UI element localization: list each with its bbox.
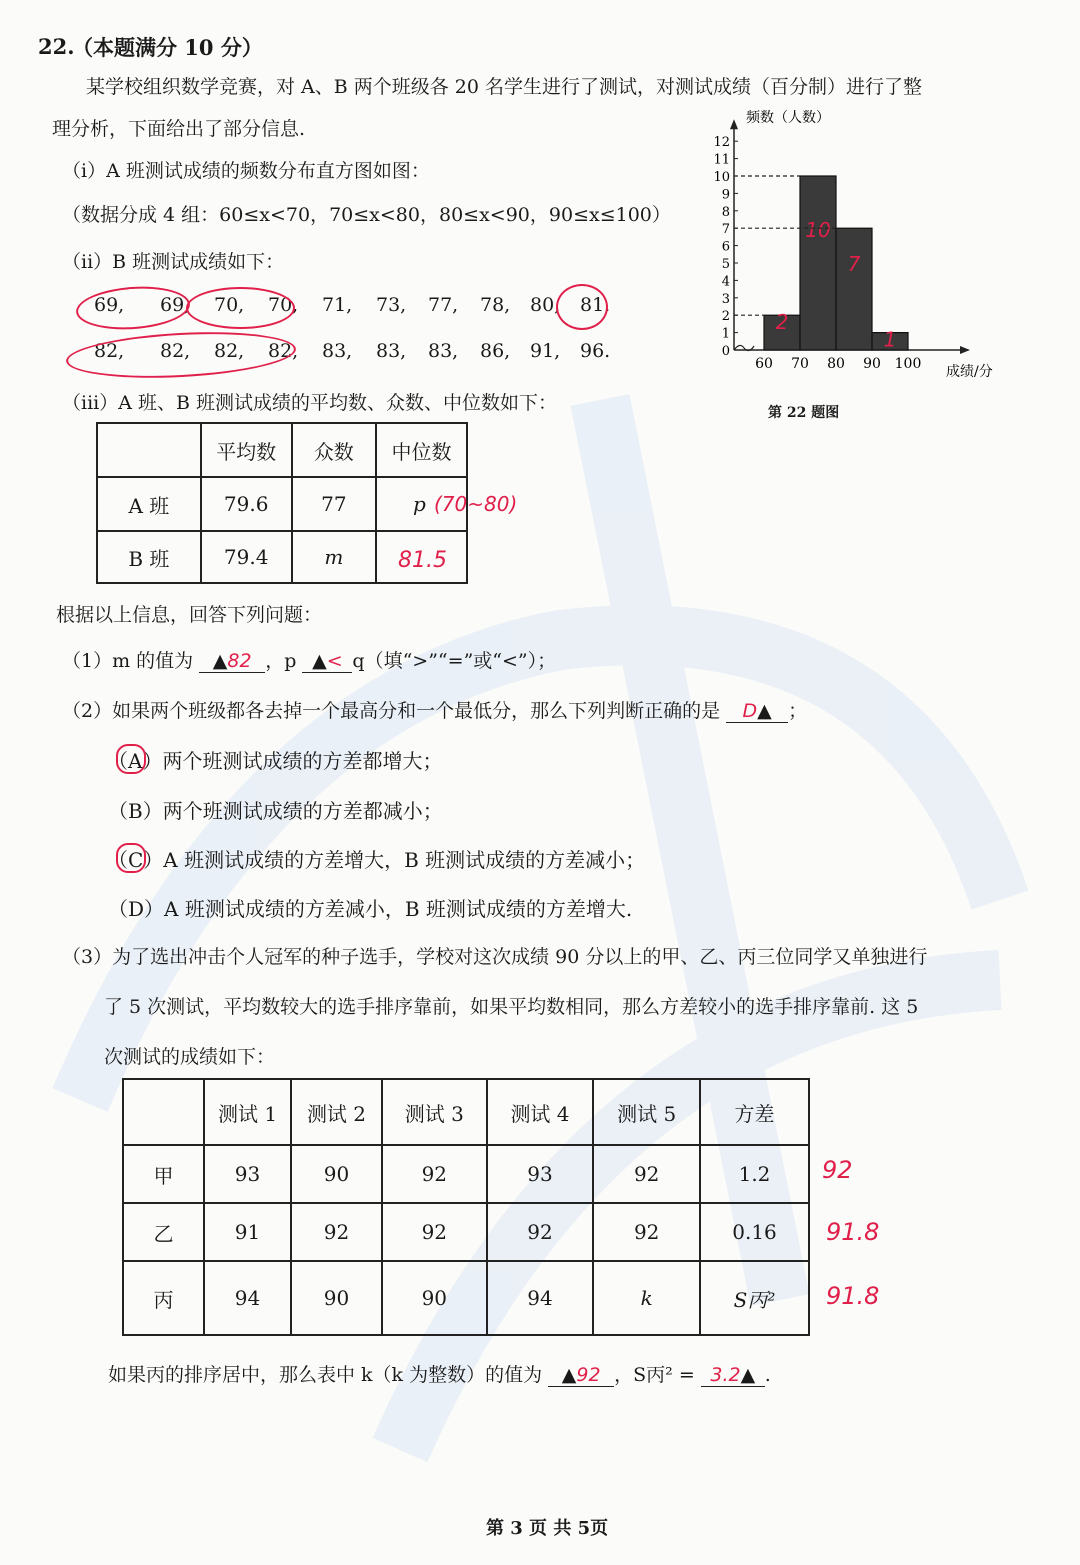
test-cell-k: k: [593, 1261, 700, 1335]
histogram-chart: [690, 100, 1030, 400]
option-b: （B）两个班测试成绩的方差都减小；: [108, 799, 443, 823]
stats-header-mode: 众数: [292, 423, 376, 477]
stats-cell-m: m: [292, 531, 376, 583]
hw-mean-jia: 92: [822, 1156, 853, 1184]
q3-line-3: 次测试的成绩如下：: [104, 1046, 276, 1068]
y-tick-label: 12: [713, 135, 730, 151]
test-cell-s: S丙²: [700, 1261, 809, 1335]
b-score: 73,: [376, 294, 407, 316]
histogram-bar: [800, 176, 836, 350]
test-header-2: 测试 2: [291, 1079, 382, 1145]
test-header-variance: 方差: [700, 1079, 809, 1145]
info-ii: （ii）B 班测试成绩如下：: [62, 251, 285, 273]
stats-cell: 77: [292, 477, 376, 531]
b-score: 82,: [94, 340, 125, 362]
info-iii: （iii）A 班、B 班测试成绩的平均数、众数、中位数如下：: [62, 392, 557, 414]
b-score: 83,: [322, 340, 353, 362]
option-d: （D）A 班测试成绩的方差减小，B 班测试成绩的方差增大.: [108, 897, 633, 921]
test-table: [122, 1078, 810, 1336]
b-score: 77,: [428, 294, 459, 316]
y-axis-arrow: [730, 119, 738, 129]
stats-cell-p: p: [376, 477, 467, 531]
test-cell: 92: [593, 1203, 700, 1261]
y-tick-label: 3: [721, 291, 730, 307]
y-tick-label: 4: [721, 274, 730, 290]
test-cell: 1.2: [700, 1145, 809, 1203]
b-score: 78,: [480, 294, 511, 316]
q3-final: 如果丙的排序居中，那么表中 k（k 为整数）的值为 ▲92 ，S丙² = 3.2▲ .: [108, 1364, 771, 1386]
stats-header-median: 中位数: [376, 423, 467, 477]
hw-circle-82: [65, 327, 297, 383]
test-cell: 94: [487, 1261, 594, 1335]
test-cell: 90: [291, 1261, 382, 1335]
b-score: 71,: [322, 294, 353, 316]
test-header-3: 测试 3: [382, 1079, 487, 1145]
b-score: 82,: [214, 340, 245, 362]
intro-line-1: 某学校组织数学竞赛，对 A、B 两个班级各 20 名学生进行了测试，对测试成绩（百分制）进行了整: [86, 76, 923, 98]
hw-mean-yi: 91.8: [826, 1218, 880, 1246]
hw-b-median: 81.5: [398, 548, 447, 573]
hw-bar-label: 10: [805, 217, 831, 242]
hw-a-median: (70~80): [434, 492, 518, 516]
hw-mean-bing: 91.8: [826, 1282, 880, 1310]
hw-circle-81: [556, 284, 611, 330]
hw-bar-label: 7: [847, 251, 861, 276]
b-score: 82,: [268, 340, 299, 362]
prompt: 根据以上信息，回答下列问题：: [56, 604, 323, 626]
test-cell: 93: [487, 1145, 594, 1203]
hw-mark-a: [116, 744, 146, 774]
x-tick-label: 100: [894, 356, 922, 372]
q1: （1）m 的值为 ▲82 ，p ▲< q（填“>”“=”或“<”）；: [62, 650, 557, 672]
b-score: 82,: [160, 340, 191, 362]
b-score: 83,: [428, 340, 459, 362]
b-score: 69,: [94, 294, 125, 316]
stats-cell: B 班: [97, 531, 201, 583]
histogram-caption: 第 22 题图: [768, 405, 840, 421]
test-cell: 丙: [123, 1261, 204, 1335]
y-tick-label: 7: [721, 222, 730, 238]
q1-blank-cmp: ▲<: [302, 650, 352, 673]
stats-cell: 79.6: [201, 477, 292, 531]
hw-bar-label: 1: [883, 327, 897, 352]
info-i-groups: （数据分成 4 组：60≤x<70，70≤x<80，80≤x<90，90≤x≤100）: [62, 204, 671, 226]
b-score: 70,: [268, 294, 299, 316]
hw-bar-label: 2: [775, 310, 789, 335]
stats-cell: 79.4: [201, 531, 292, 583]
y-axis-label: 频数（人数）: [746, 110, 830, 126]
test-header-1: 测试 1: [204, 1079, 291, 1145]
y-tick-label: 9: [721, 187, 730, 203]
hw-mark-c: [116, 843, 146, 873]
q3-blank-k: ▲92: [548, 1364, 614, 1387]
info-i: （i）A 班测试成绩的频数分布直方图如图：: [62, 160, 430, 182]
page-footer: 第 3 页 共 5页: [486, 1518, 609, 1539]
b-score: 80,: [530, 294, 561, 316]
b-score: 69,: [160, 294, 191, 316]
option-a: （A）两个班测试成绩的方差都增大；: [108, 749, 443, 773]
intro-line-2: 理分析，下面给出了部分信息.: [52, 118, 306, 140]
hw-circle-69: [75, 283, 192, 333]
q3-line-1: （3）为了选出冲击个人冠军的种子选手，学校对这次成绩 90 分以上的甲、乙、丙三位同学又单独进行: [62, 946, 928, 968]
b-score: 70,: [214, 294, 245, 316]
hw-circle-70: [186, 287, 295, 329]
y-tick-label: 2: [721, 309, 730, 325]
q1-blank-m: ▲82: [199, 650, 265, 673]
test-cell: 92: [382, 1145, 487, 1203]
test-cell: 92: [487, 1203, 594, 1261]
b-score: 86,: [480, 340, 511, 362]
q3-line-2: 了 5 次测试，平均数较大的选手排序靠前，如果平均数相同，那么方差较小的选手排序靠前. 这 5: [104, 996, 919, 1018]
x-tick-label: 90: [863, 356, 881, 372]
test-cell: 0.16: [700, 1203, 809, 1261]
y-tick-label: 6: [721, 239, 730, 255]
x-tick-label: 80: [827, 356, 845, 372]
stats-header-0: [97, 423, 201, 477]
y-tick-label: 1: [721, 326, 730, 342]
test-cell: 94: [204, 1261, 291, 1335]
x-tick-label: 70: [791, 356, 809, 372]
test-cell: 92: [291, 1203, 382, 1261]
test-cell: 90: [291, 1145, 382, 1203]
b-score: 91,: [530, 340, 561, 362]
y-tick-label: 5: [721, 257, 730, 272]
option-c: （C）A 班测试成绩的方差增大，B 班测试成绩的方差减小；: [108, 848, 646, 872]
test-cell: 90: [382, 1261, 487, 1335]
test-header-5: 测试 5: [593, 1079, 700, 1145]
q3-blank-s: 3.2▲: [701, 1364, 765, 1387]
test-cell: 91: [204, 1203, 291, 1261]
x-tick-label: 60: [755, 356, 773, 372]
x-axis-label: 成绩/分: [946, 364, 993, 380]
b-score: 96.: [580, 340, 611, 362]
test-cell: 乙: [123, 1203, 204, 1261]
question-number: 22.: [38, 34, 75, 59]
y-tick-label: 10: [713, 170, 730, 185]
stats-header-mean: 平均数: [201, 423, 292, 477]
histogram-bar: [836, 228, 872, 350]
q2-blank: D▲: [726, 700, 788, 723]
test-cell: 93: [204, 1145, 291, 1203]
test-header-0: [123, 1079, 204, 1145]
b-score: 81.: [580, 294, 611, 316]
q2: （2）如果两个班级都各去掉一个最高分和一个最低分，那么下列判断正确的是 D▲ ；: [62, 700, 808, 722]
question-score: （本题满分 10 分）: [72, 35, 263, 60]
stats-cell: A 班: [97, 477, 201, 531]
y-tick-label: 0: [721, 344, 730, 359]
x-axis-arrow: [960, 346, 970, 354]
test-cell: 甲: [123, 1145, 204, 1203]
test-cell: 92: [593, 1145, 700, 1203]
y-tick-label: 8: [721, 204, 730, 220]
y-tick-label: 11: [713, 152, 730, 168]
test-header-4: 测试 4: [487, 1079, 594, 1145]
b-score: 83,: [376, 340, 407, 362]
test-cell: 92: [382, 1203, 487, 1261]
